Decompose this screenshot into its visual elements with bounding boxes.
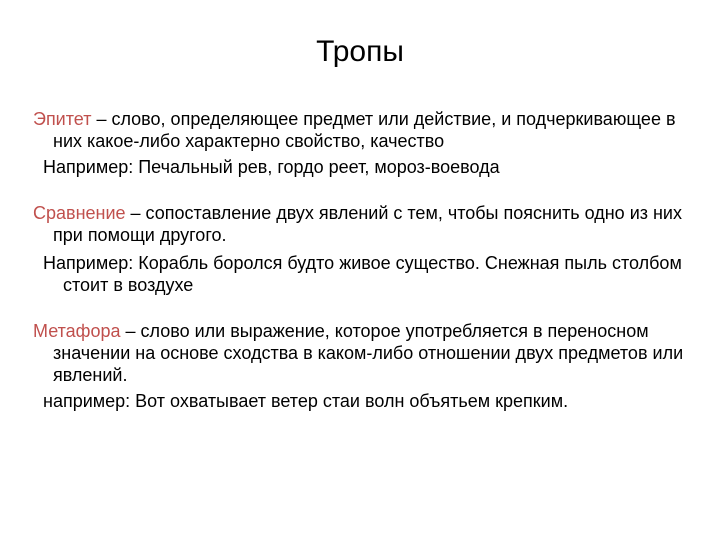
entry-metaphor [33, 320, 693, 386]
spacer [33, 296, 693, 320]
term-epithet: Эпитет [33, 109, 92, 129]
definition-comparison: – сопоставление двух явлений с тем, чтобы пояснить одно из них при помощи другого. [53, 203, 682, 245]
example-epithet: Например: Печальный рев, гордо реет, мороз-воевода [43, 157, 500, 177]
example-metaphor: например: Вот охватывает ветер стаи волн объятьем крепким. [43, 391, 569, 411]
entry-epithet [33, 108, 693, 152]
definition-epithet: – слово, определяющее предмет или действие, и подчеркивающее в них какое-либо характерно свойство, качество [53, 109, 676, 151]
term-metaphor: Метафора [33, 321, 121, 341]
entry-comparison [33, 202, 693, 246]
slide-body [33, 108, 693, 412]
term-comparison: Сравнение [33, 203, 126, 223]
definition-metaphor: – слово или выражение, которое употребляется в переносном значении на основе сходства в каком-либо отношении двух предметов или явлений. [53, 321, 684, 385]
slide-title: Тропы [316, 35, 404, 68]
spacer [33, 178, 693, 202]
example-comparison: Например: Корабль боролся будто живое существо. Снежная пыль столбом стоит в воздухе [43, 253, 682, 295]
